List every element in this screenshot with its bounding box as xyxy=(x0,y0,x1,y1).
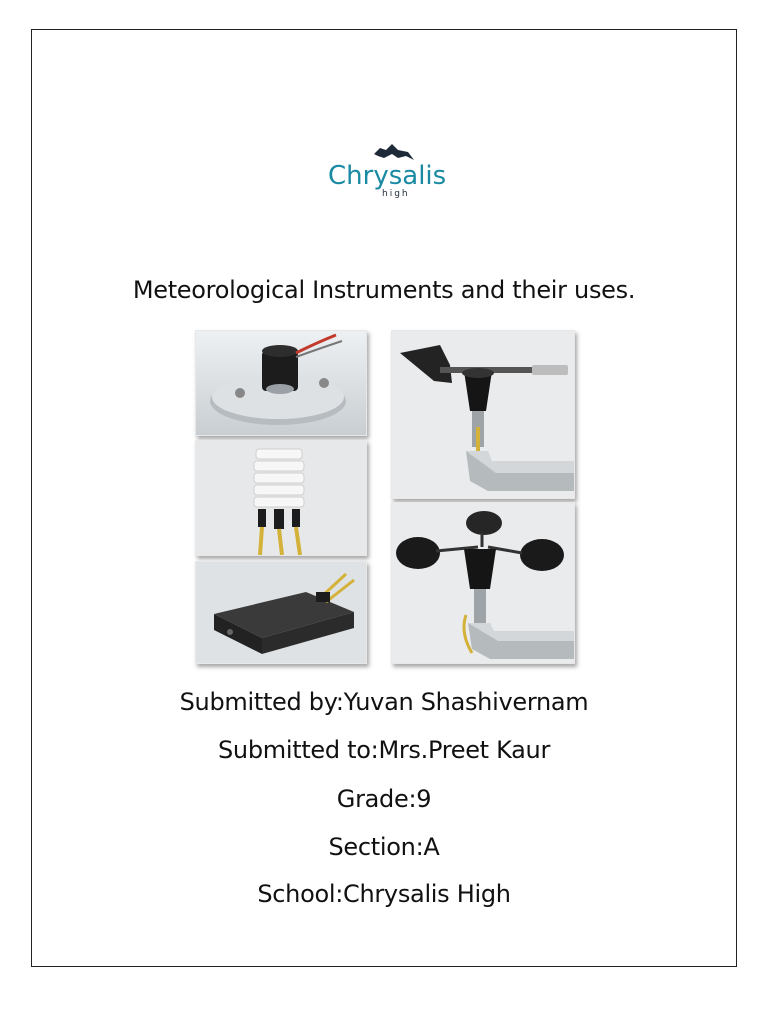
chrysalis-logo xyxy=(322,140,448,202)
logo-wordmark: Chrysalis xyxy=(328,161,447,191)
page-title: Meteorological Instruments and their uses. xyxy=(132,276,636,304)
radiation-shield-photo xyxy=(195,440,367,556)
sensor-plate-photo xyxy=(195,330,367,436)
submitted-by: Submitted by:Yuvan Shashivernam xyxy=(179,688,589,716)
anemometer-photo xyxy=(391,502,575,664)
grade: Grade:9 xyxy=(336,785,432,813)
section: Section:A xyxy=(328,833,440,861)
logo-tagline: high xyxy=(382,189,410,199)
submitted-to: Submitted to:Mrs.Preet Kaur xyxy=(217,736,551,764)
school-logo xyxy=(322,140,448,202)
data-logger-photo xyxy=(195,561,367,664)
school: School:Chrysalis High xyxy=(257,880,511,908)
wind-vane-photo xyxy=(391,330,575,499)
